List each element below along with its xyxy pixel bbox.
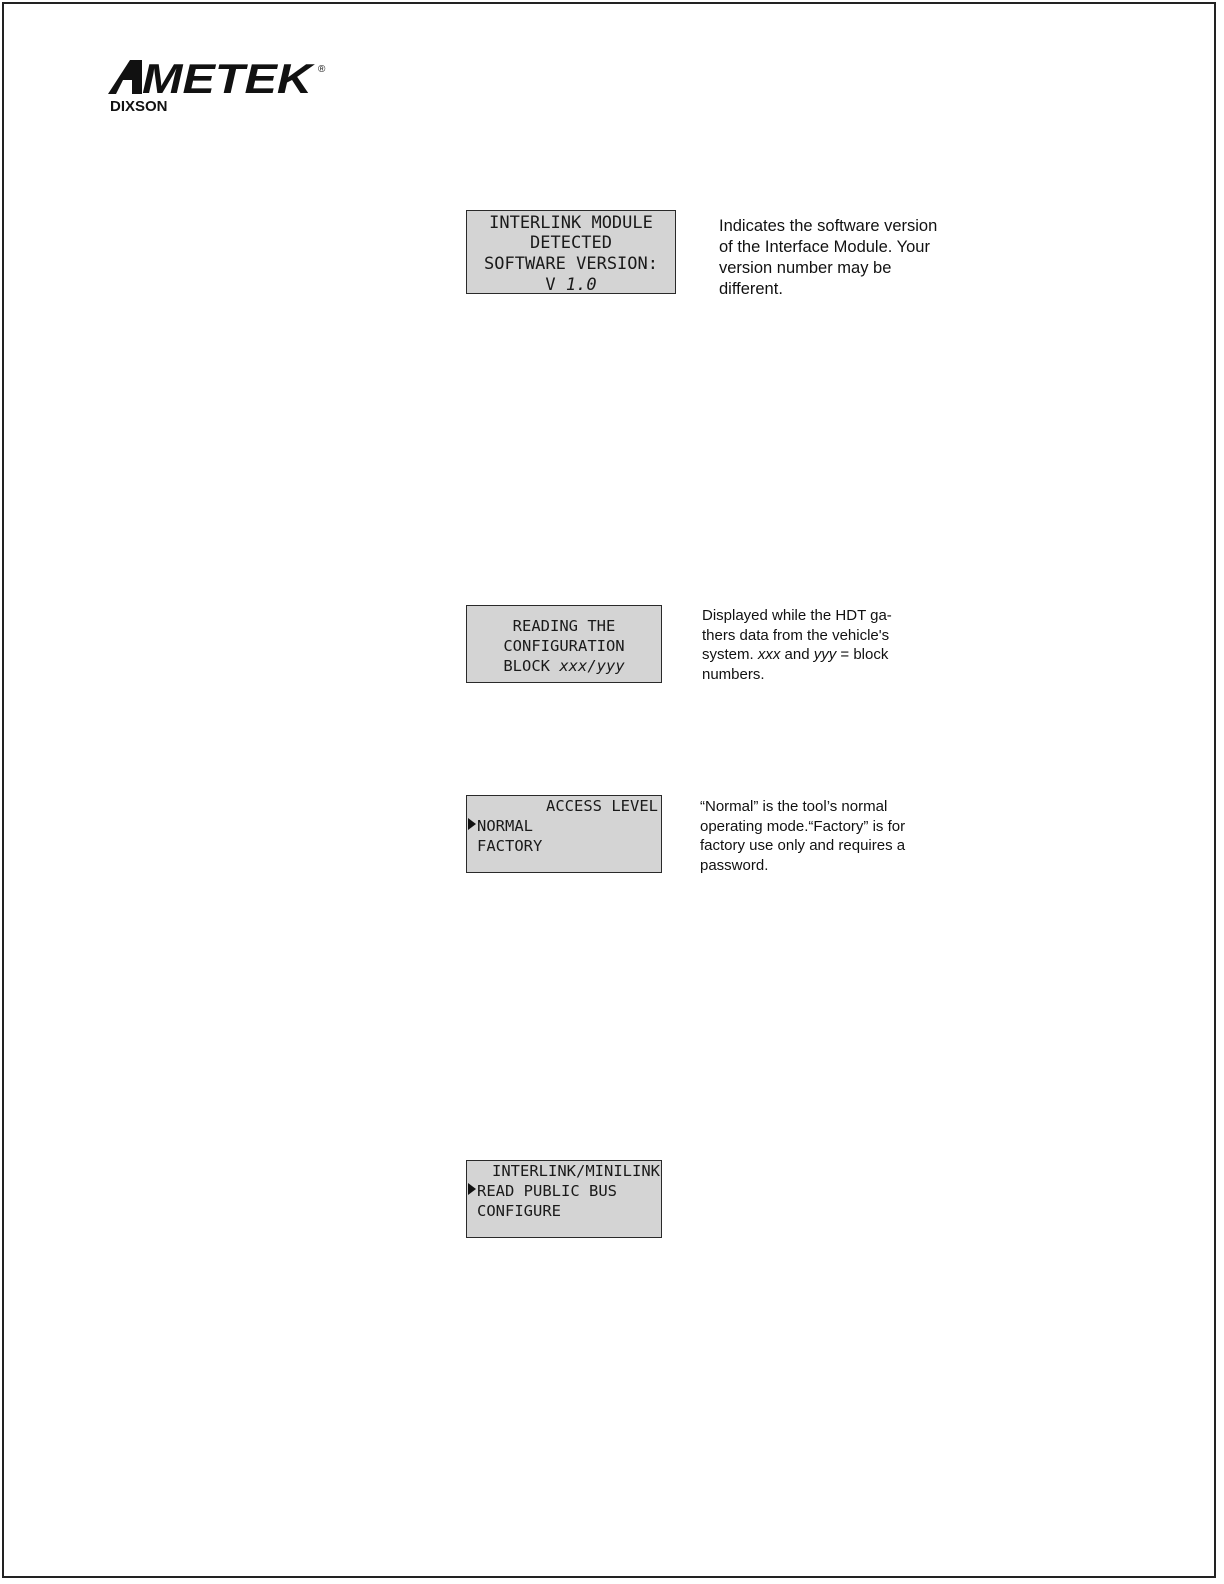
description-line: of the Interface Module. Your xyxy=(719,238,930,256)
menu-item-factory[interactable]: FACTORY xyxy=(477,837,543,855)
description-line: factory use only and requires a xyxy=(700,837,906,854)
lcd-line: SOFTWARE VERSION: xyxy=(484,254,658,274)
reading-configuration-description xyxy=(702,606,942,684)
block-value: xxx/yyy xyxy=(559,657,625,675)
registered-mark: ® xyxy=(318,64,326,75)
lcd-software-version-screen xyxy=(466,210,676,294)
description-line: Displayed while the HDT ga- xyxy=(702,607,892,624)
description-fragment: xxx xyxy=(757,646,781,663)
lcd-line: CONFIGURATION xyxy=(503,637,625,655)
description-line: “Normal” is the tool’s normal xyxy=(700,798,888,815)
description-fragment: yyy xyxy=(813,646,837,663)
menu-item-configure[interactable]: CONFIGURE xyxy=(477,1202,561,1220)
description-fragment: = block xyxy=(836,646,889,663)
description-line: version number may be xyxy=(719,259,892,277)
lcd-access-level-screen xyxy=(466,795,662,873)
block-prefix: BLOCK xyxy=(503,657,560,675)
lcd-line: DETECTED xyxy=(530,233,612,253)
description-line: operating mode.“Factory” is for xyxy=(700,817,906,835)
description-line: password. xyxy=(700,856,769,874)
software-version-description xyxy=(719,216,989,300)
ametek-dixson-logo xyxy=(108,58,338,120)
version-prefix: V xyxy=(545,275,566,295)
lcd-title: INTERLINK/MINILINK xyxy=(492,1162,660,1180)
lcd-interlink-menu-screen xyxy=(466,1160,662,1238)
access-level-description xyxy=(700,797,940,875)
lcd-reading-configuration-screen xyxy=(466,605,662,683)
selection-arrow-icon xyxy=(468,818,476,830)
description-line xyxy=(702,645,942,665)
description-line: Indicates the software version xyxy=(719,217,938,235)
lcd-block-line xyxy=(467,659,661,675)
description-fragment: and xyxy=(780,646,814,663)
menu-item-read-public-bus[interactable]: READ PUBLIC BUS xyxy=(477,1182,617,1200)
svg-text:METEK: METEK xyxy=(142,58,316,98)
version-value: 1.0 xyxy=(565,275,597,295)
menu-item-normal[interactable]: NORMAL xyxy=(477,817,533,835)
selection-arrow-icon xyxy=(468,1183,476,1195)
lcd-version-line xyxy=(467,277,675,294)
logo-subtitle: DIXSON xyxy=(110,98,168,115)
description-line: different. xyxy=(719,280,783,298)
description-line: numbers. xyxy=(702,665,765,683)
ametek-wordmark xyxy=(108,58,338,98)
lcd-line: INTERLINK MODULE xyxy=(489,213,653,233)
description-line: thers data from the vehicle's xyxy=(702,626,890,644)
description-fragment: system. xyxy=(702,646,758,663)
lcd-title: ACCESS LEVEL xyxy=(546,797,658,815)
lcd-line: READING THE xyxy=(512,617,616,635)
